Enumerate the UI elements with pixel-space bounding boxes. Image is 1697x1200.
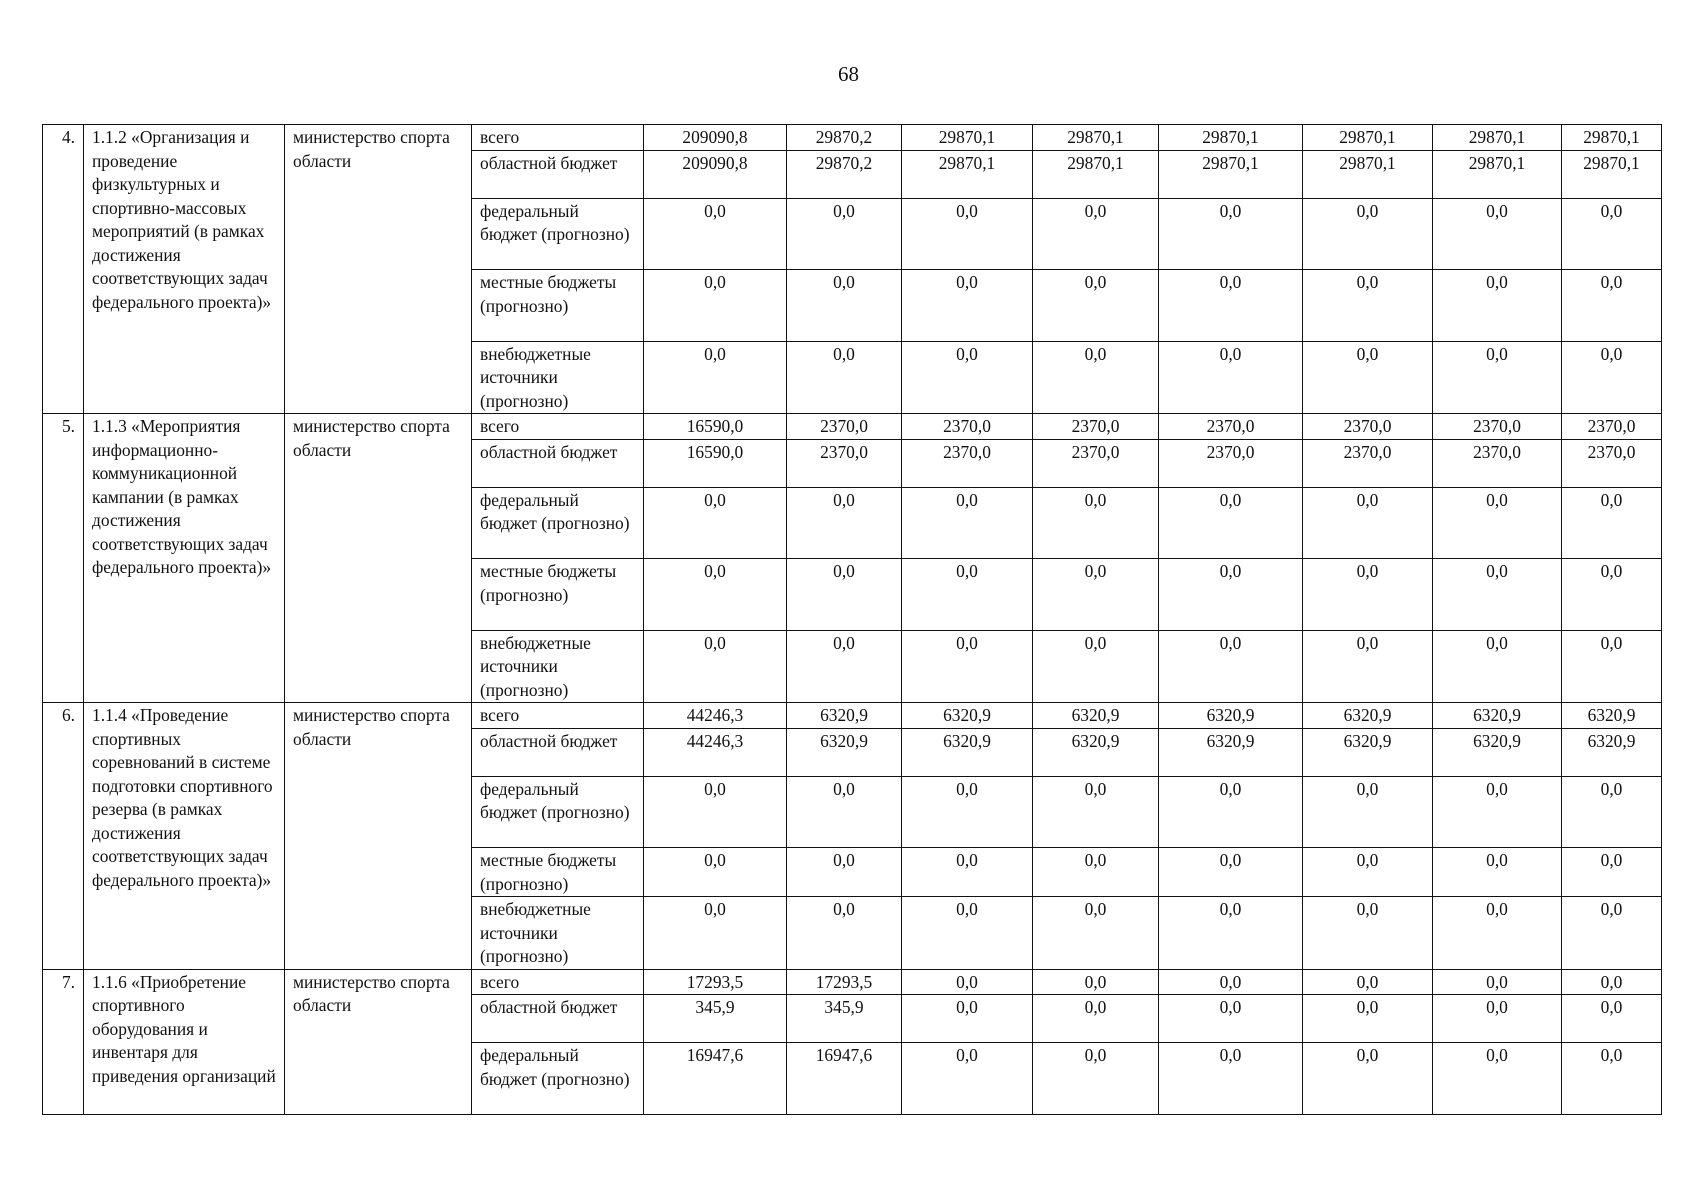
funding-source: местные бюджеты (прогнозно) [472,270,644,342]
amount-cell: 0,0 [1433,198,1562,270]
amount-cell: 0,0 [1562,995,1662,1043]
amount-cell: 0,0 [1433,630,1562,703]
amount-cell: 6320,9 [1433,703,1562,729]
amount-cell: 0,0 [1033,995,1159,1043]
funding-source: областной бюджет [472,728,644,776]
amount-cell: 0,0 [1433,897,1562,970]
amount-cell: 209090,8 [644,125,787,151]
amount-cell: 0,0 [1159,630,1303,703]
amount-cell: 6320,9 [1159,728,1303,776]
amount-cell: 0,0 [1159,1043,1303,1115]
amount-cell: 0,0 [1433,487,1562,559]
amount-cell: 0,0 [1562,559,1662,631]
funding-source: внебюджетные источники (прогнозно) [472,341,644,414]
amount-cell: 2370,0 [1303,439,1433,487]
amount-cell: 2370,0 [787,439,902,487]
amount-cell: 29870,1 [1303,150,1433,198]
funding-source: областной бюджет [472,439,644,487]
funding-source: всего [472,125,644,151]
amount-cell: 0,0 [1159,995,1303,1043]
amount-cell: 6320,9 [1433,728,1562,776]
amount-cell: 6320,9 [1562,728,1662,776]
amount-cell: 0,0 [1033,897,1159,970]
activity-name: 1.1.2 «Организация и проведение физкультурных и спортивно-массовых мероприятий (в рамках достижения соответствующих задач федерального проекта)» [84,125,285,414]
amount-cell: 29870,1 [1562,125,1662,151]
amount-cell: 0,0 [1159,776,1303,848]
amount-cell: 0,0 [787,198,902,270]
amount-cell: 0,0 [1033,969,1159,995]
amount-cell: 0,0 [1159,969,1303,995]
amount-cell: 0,0 [787,487,902,559]
amount-cell: 0,0 [1433,1043,1562,1115]
funding-source: всего [472,703,644,729]
amount-cell: 0,0 [1433,341,1562,414]
amount-cell: 0,0 [644,848,787,897]
amount-cell: 6320,9 [1303,728,1433,776]
amount-cell: 29870,1 [1562,150,1662,198]
amount-cell: 0,0 [1303,198,1433,270]
amount-cell: 29870,1 [1159,125,1303,151]
amount-cell: 0,0 [902,341,1033,414]
amount-cell: 6320,9 [787,728,902,776]
amount-cell: 0,0 [902,995,1033,1043]
amount-cell: 0,0 [1562,1043,1662,1115]
amount-cell: 0,0 [1562,848,1662,897]
amount-cell: 29870,1 [902,150,1033,198]
funding-source: федеральный бюджет (прогнозно) [472,487,644,559]
amount-cell: 2370,0 [902,414,1033,440]
amount-cell: 0,0 [902,630,1033,703]
amount-cell: 29870,1 [1433,150,1562,198]
amount-cell: 0,0 [644,198,787,270]
amount-cell: 29870,1 [1303,125,1433,151]
budget-table [42,124,1662,1115]
amount-cell: 29870,1 [1033,125,1159,151]
amount-cell: 16590,0 [644,439,787,487]
row-number: 7. [43,969,84,1114]
amount-cell: 0,0 [787,776,902,848]
activity-name: 1.1.6 «Приобретение спортивного оборудования и инвентаря для приведения организаций [84,969,285,1114]
amount-cell: 0,0 [787,341,902,414]
amount-cell: 0,0 [1433,270,1562,342]
funding-source: областной бюджет [472,995,644,1043]
amount-cell: 0,0 [1303,969,1433,995]
amount-cell: 0,0 [1433,848,1562,897]
amount-cell: 0,0 [644,270,787,342]
amount-cell: 29870,1 [1033,150,1159,198]
amount-cell: 0,0 [1033,198,1159,270]
amount-cell: 2370,0 [1033,414,1159,440]
amount-cell: 6320,9 [902,728,1033,776]
amount-cell: 0,0 [644,776,787,848]
amount-cell: 0,0 [902,270,1033,342]
row-number: 4. [43,125,84,414]
amount-cell: 16947,6 [787,1043,902,1115]
amount-cell: 0,0 [1303,1043,1433,1115]
amount-cell: 0,0 [1303,776,1433,848]
amount-cell: 0,0 [787,848,902,897]
amount-cell: 17293,5 [644,969,787,995]
amount-cell: 16947,6 [644,1043,787,1115]
amount-cell: 0,0 [1303,341,1433,414]
amount-cell: 0,0 [1562,487,1662,559]
amount-cell: 0,0 [1033,776,1159,848]
amount-cell: 209090,8 [644,150,787,198]
amount-cell: 0,0 [1433,776,1562,848]
amount-cell: 0,0 [1159,341,1303,414]
executor: министерство спорта области [285,414,472,703]
amount-cell: 0,0 [1159,198,1303,270]
amount-cell: 0,0 [1033,487,1159,559]
amount-cell: 0,0 [644,897,787,970]
amount-cell: 29870,1 [902,125,1033,151]
amount-cell: 0,0 [1562,630,1662,703]
funding-source: местные бюджеты (прогнозно) [472,848,644,897]
amount-cell: 0,0 [1433,969,1562,995]
amount-cell: 0,0 [902,1043,1033,1115]
amount-cell: 29870,2 [787,125,902,151]
amount-cell: 0,0 [644,559,787,631]
amount-cell: 44246,3 [644,703,787,729]
amount-cell: 17293,5 [787,969,902,995]
row-number: 5. [43,414,84,703]
amount-cell: 6320,9 [902,703,1033,729]
amount-cell: 0,0 [1303,559,1433,631]
amount-cell: 2370,0 [1303,414,1433,440]
row-number: 6. [43,703,84,970]
amount-cell: 0,0 [644,487,787,559]
amount-cell: 6320,9 [1033,728,1159,776]
amount-cell: 345,9 [644,995,787,1043]
table-row [43,969,1662,995]
amount-cell: 2370,0 [1433,439,1562,487]
funding-source: федеральный бюджет (прогнозно) [472,198,644,270]
amount-cell: 0,0 [1033,630,1159,703]
table-row [43,703,1662,729]
amount-cell: 0,0 [1033,270,1159,342]
amount-cell: 0,0 [644,630,787,703]
funding-source: всего [472,414,644,440]
amount-cell: 0,0 [1562,270,1662,342]
amount-cell: 0,0 [902,848,1033,897]
amount-cell: 0,0 [902,969,1033,995]
amount-cell: 0,0 [1159,270,1303,342]
amount-cell: 0,0 [1159,487,1303,559]
amount-cell: 0,0 [902,897,1033,970]
amount-cell: 2370,0 [787,414,902,440]
amount-cell: 0,0 [1033,848,1159,897]
amount-cell: 0,0 [1433,559,1562,631]
amount-cell: 0,0 [1303,995,1433,1043]
amount-cell: 2370,0 [1159,439,1303,487]
funding-source: областной бюджет [472,150,644,198]
amount-cell: 0,0 [1562,341,1662,414]
activity-name: 1.1.4 «Проведение спортивных соревнований в системе подготовки спортивного резерва (в рамках достижения соответствующих задач федерального проекта)» [84,703,285,970]
amount-cell: 2370,0 [1433,414,1562,440]
table-row [43,414,1662,440]
amount-cell: 2370,0 [1562,414,1662,440]
amount-cell: 0,0 [787,630,902,703]
amount-cell: 6320,9 [787,703,902,729]
amount-cell: 0,0 [644,341,787,414]
amount-cell: 44246,3 [644,728,787,776]
amount-cell: 2370,0 [902,439,1033,487]
funding-source: местные бюджеты (прогнозно) [472,559,644,631]
amount-cell: 0,0 [1303,270,1433,342]
amount-cell: 6320,9 [1033,703,1159,729]
executor: министерство спорта области [285,125,472,414]
amount-cell: 0,0 [1562,198,1662,270]
amount-cell: 0,0 [902,198,1033,270]
amount-cell: 0,0 [902,776,1033,848]
amount-cell: 29870,2 [787,150,902,198]
amount-cell: 6320,9 [1562,703,1662,729]
funding-source: всего [472,969,644,995]
amount-cell: 0,0 [1159,559,1303,631]
amount-cell: 0,0 [1159,848,1303,897]
amount-cell: 0,0 [1562,776,1662,848]
amount-cell: 6320,9 [1303,703,1433,729]
executor: министерство спорта области [285,969,472,1114]
amount-cell: 0,0 [787,897,902,970]
amount-cell: 0,0 [1303,630,1433,703]
amount-cell: 0,0 [787,559,902,631]
funding-source: внебюджетные источники (прогнозно) [472,630,644,703]
amount-cell: 0,0 [1303,848,1433,897]
amount-cell: 0,0 [1562,969,1662,995]
funding-source: федеральный бюджет (прогнозно) [472,1043,644,1115]
activity-name: 1.1.3 «Мероприятия информационно-коммуникационной кампании (в рамках достижения соответствующих задач федерального проекта)» [84,414,285,703]
amount-cell: 29870,1 [1159,150,1303,198]
funding-source: внебюджетные источники (прогнозно) [472,897,644,970]
amount-cell: 2370,0 [1562,439,1662,487]
amount-cell: 0,0 [1303,897,1433,970]
amount-cell: 0,0 [1033,1043,1159,1115]
amount-cell: 0,0 [787,270,902,342]
amount-cell: 0,0 [902,559,1033,631]
amount-cell: 16590,0 [644,414,787,440]
amount-cell: 0,0 [902,487,1033,559]
amount-cell: 0,0 [1159,897,1303,970]
amount-cell: 0,0 [1433,995,1562,1043]
amount-cell: 345,9 [787,995,902,1043]
amount-cell: 0,0 [1562,897,1662,970]
table-row [43,125,1662,151]
executor: министерство спорта области [285,703,472,970]
amount-cell: 6320,9 [1159,703,1303,729]
amount-cell: 2370,0 [1159,414,1303,440]
page-number: 68 [838,62,859,86]
amount-cell: 0,0 [1033,341,1159,414]
funding-source: федеральный бюджет (прогнозно) [472,776,644,848]
amount-cell: 0,0 [1033,559,1159,631]
amount-cell: 0,0 [1303,487,1433,559]
amount-cell: 29870,1 [1433,125,1562,151]
amount-cell: 2370,0 [1033,439,1159,487]
